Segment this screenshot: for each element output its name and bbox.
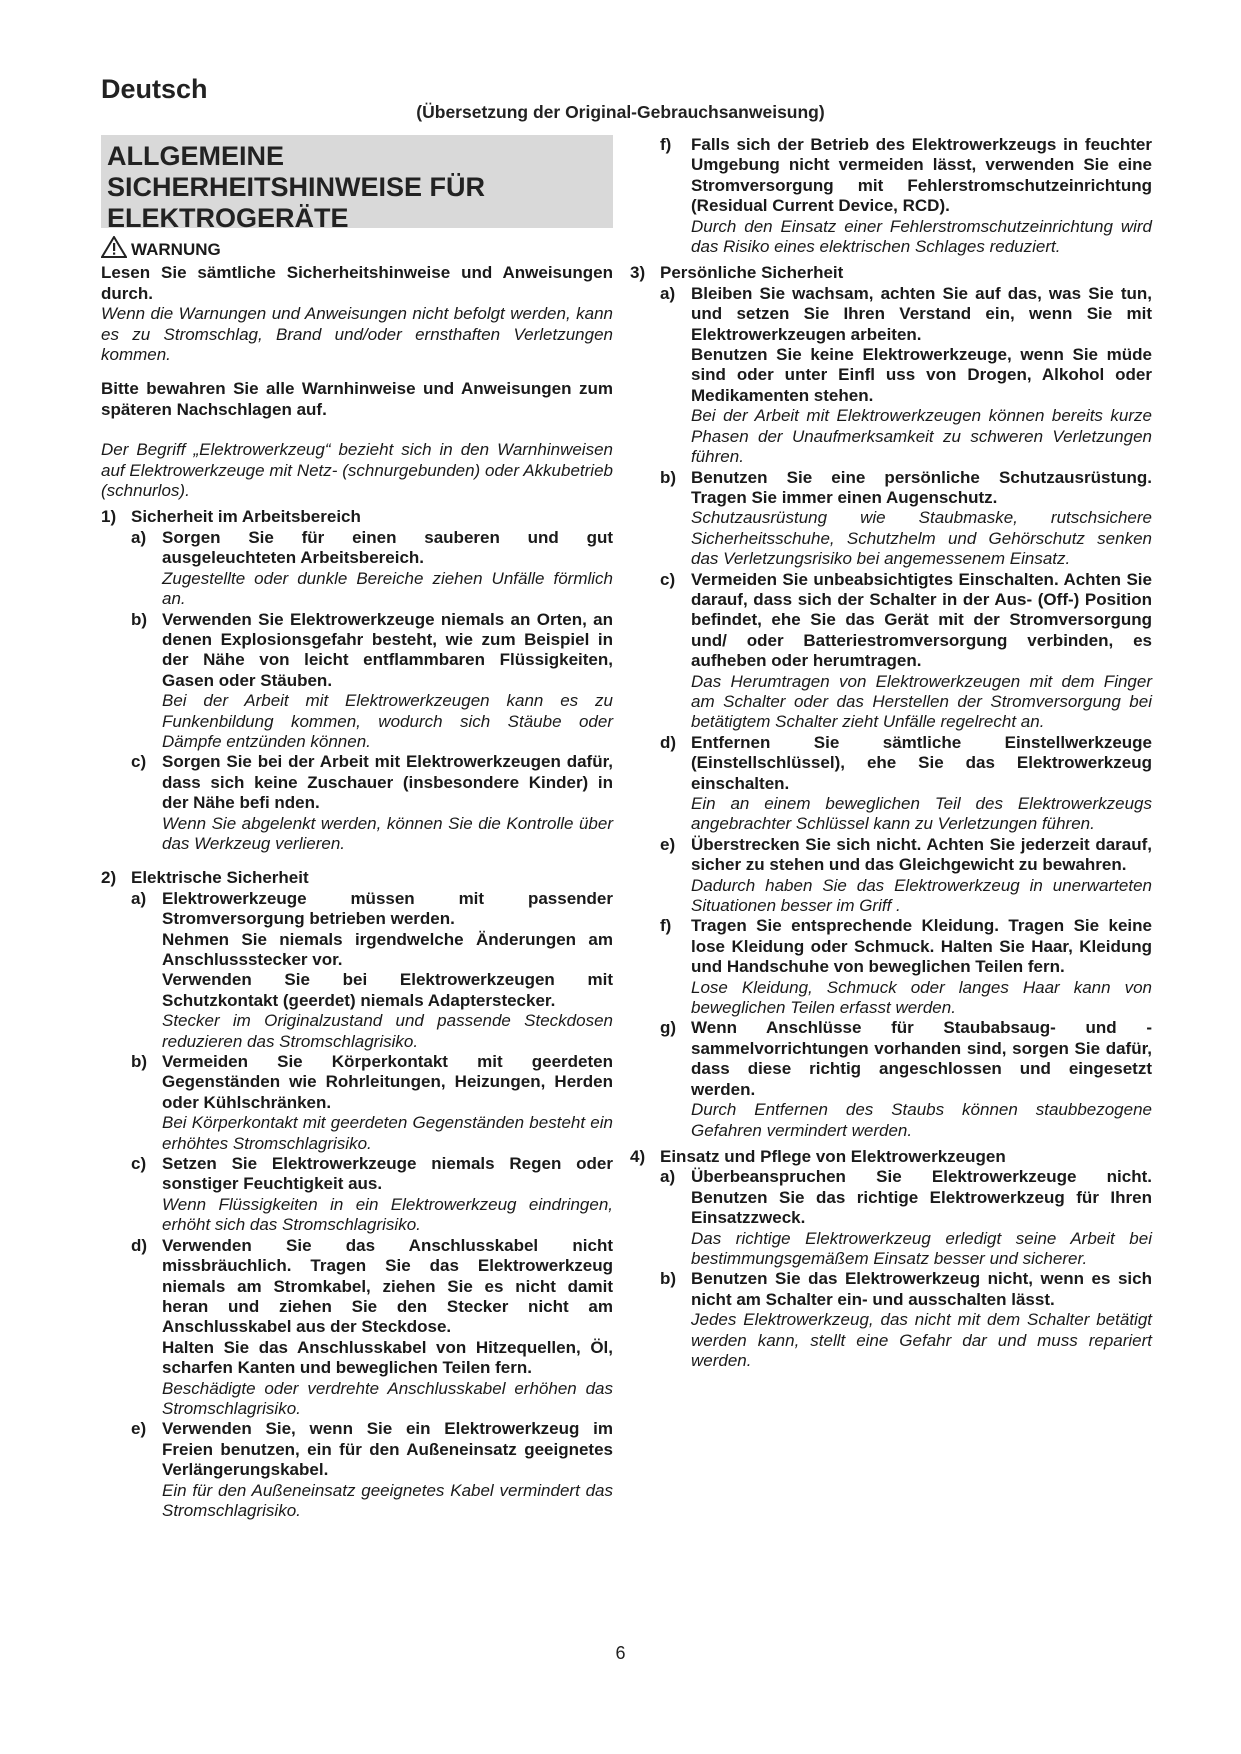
item-italic-text: Schutzausrüstung wie Staubmaske, rutschsichere Sicherheitsschuhe, Schutzhelm und Gehörschutz senken das Verletzungsrisiko bei angemessenem Einsatz.: [691, 508, 1152, 569]
keep-instructions: Bitte bewahren Sie alle Warnhinweise und Anweisungen zum späteren Nachschlagen auf.: [101, 379, 613, 419]
section-title: Sicherheit im Arbeitsbereich: [131, 507, 361, 527]
section-number: 1): [101, 507, 117, 527]
item-label: d): [660, 732, 677, 752]
definition-text: Der Begriff „Elektrowerkzeug“ bezieht sich in den Warnhinweisen auf Elektrowerkzeuge mit Netz- (schnurgebunden) oder Akkubetrieb (schnurlos).: [101, 440, 613, 501]
item-italic-text: Lose Kleidung, Schmuck oder langes Haar kann von beweglichen Teilen erfasst werden.: [691, 977, 1152, 1018]
item-italic-text: Beschädigte oder verdrehte Anschlusskabel erhöhen das Stromschlagrisiko.: [162, 1378, 613, 1418]
item-bold-text: Verwenden Sie das Anschlusskabel nicht missbräuchlich. Tragen Sie das Elektrowerkzeug niemals am Stromkabel, ziehen Sie es nicht damit heran und ziehen Sie den Stecker nicht am Anschlusskabel aus der Steckdose.: [162, 1235, 613, 1337]
item-italic-text: Wenn Flüssigkeiten in ein Elektrowerkzeug eindringen, erhöht sich das Stromschlagrisiko.: [162, 1194, 613, 1235]
item-bold-text: Benutzen Sie eine persönliche Schutzausrüstung. Tragen Sie immer einen Augenschutz.: [691, 467, 1152, 507]
item-italic-text: Ein an einem beweglichen Teil des Elektrowerkzeugs angebrachter Schlüssel kann zu Verletzungen führen.: [691, 794, 1152, 834]
item-label: a): [660, 1167, 676, 1187]
list-item: [131, 528, 613, 610]
item-italic-text: Durch Entfernen des Staubs können staubbezogene Gefahren vermindert werden.: [691, 1100, 1152, 1140]
item-label: a): [131, 527, 147, 547]
item-italic-text: Ein für den Außeneinsatz geeignetes Kabel vermindert das Stromschlagrisiko.: [162, 1480, 613, 1520]
list-item: [660, 284, 1152, 468]
item-bold-text: Sorgen Sie bei der Arbeit mit Elektrowerkzeugen dafür, dass sich keine Zuschauer (insbesondere Kinder) in der Nähe befi nden.: [162, 752, 613, 813]
item-bold-text: Bleiben Sie wachsam, achten Sie auf das, was Sie tun, und setzen Sie Ihren Verstand ein, wenn Sie mit Elektrowerkzeugen arbeiten.: [691, 283, 1152, 344]
item-label: a): [131, 888, 147, 908]
item-label: a): [660, 283, 676, 303]
list-item: [660, 835, 1152, 917]
item-label: b): [131, 609, 148, 629]
page-number: 6: [615, 1643, 626, 1663]
item-bold-text: Setzen Sie Elektrowerkzeuge niemals Regen oder sonstiger Feuchtigkeit aus.: [162, 1154, 613, 1194]
language-heading: Deutsch: [101, 74, 208, 104]
section-number: 3): [630, 263, 646, 283]
warning-bold-text: Lesen Sie sämtliche Sicherheitshinweise und Anweisungen durch.: [101, 263, 613, 303]
list-item: [131, 889, 613, 1052]
item-bold-text: Halten Sie das Anschlusskabel von Hitzequellen, Öl, scharfen Kanten und beweglichen Teilen fern.: [162, 1337, 613, 1378]
item-bold-text: Entfernen Sie sämtliche Einstellwerkzeuge (Einstellschlüssel), ehe Sie das Elektrowerkzeug einschalten.: [691, 732, 1152, 793]
list-item: [660, 135, 1152, 257]
item-label: d): [131, 1235, 148, 1255]
item-bold-text: Verwenden Sie Elektrowerkzeuge niemals an Orten, an denen Explosionsgefahr besteht, wie zum Beispiel in der Nähe von leicht entflammbaren Flüssigkeiten, Gasen oder Stäuben.: [162, 609, 613, 690]
section-heading: [630, 263, 1152, 283]
item-italic-text: Durch den Einsatz einer Fehlerstromschutzeinrichtung wird das Risiko eines elektrischen Schlages reduziert.: [691, 216, 1152, 257]
item-bold-text: Überbeanspruchen Sie Elektrowerkzeuge nicht. Benutzen Sie das richtige Elektrowerkzeug für Ihren Einsatzzweck.: [691, 1167, 1152, 1228]
item-label: b): [131, 1052, 148, 1072]
list-item: [131, 1052, 613, 1154]
right-column: [630, 135, 1152, 1371]
list-item: [131, 752, 613, 854]
item-label: g): [660, 1018, 677, 1038]
item-italic-text: Jedes Elektrowerkzeug, das nicht mit dem Schalter betätigt werden kann, stellt eine Gefahr dar und muss repariert werden.: [691, 1310, 1152, 1370]
banner-line: ALLGEMEINE: [107, 141, 285, 171]
item-label: e): [660, 834, 676, 854]
translation-subtitle: (Übersetzung der Original-Gebrauchsanweisung): [416, 102, 825, 122]
item-label: e): [131, 1419, 147, 1439]
item-italic-text: Zugestellte oder dunkle Bereiche ziehen Unfälle förmlich an.: [162, 568, 613, 609]
list-item: [660, 733, 1152, 835]
item-label: f): [660, 135, 672, 154]
item-label: c): [131, 1154, 147, 1174]
banner-line: SICHERHEITSHINWEISE FÜR: [107, 172, 486, 202]
item-italic-text: Wenn Sie abgelenkt werden, können Sie die Kontrolle über das Werkzeug verlieren.: [162, 813, 613, 853]
list-item: [660, 1269, 1152, 1371]
section-title: Persönliche Sicherheit: [660, 263, 844, 283]
item-italic-text: Das Herumtragen von Elektrowerkzeugen mit dem Finger am Schalter oder das Herstellen der Stromversorgung bei betätigtem Schalter zieht Unfälle regelrecht an.: [691, 671, 1152, 732]
item-italic-text: Bei der Arbeit mit Elektrowerkzeugen kann es zu Funkenbildung kommen, wodurch sich Stäube oder Dämpfe entzünden können.: [162, 691, 613, 751]
list-item: [131, 1236, 613, 1420]
warning-heading: [101, 236, 613, 263]
item-bold-text: Nehmen Sie niemals irgendwelche Änderungen am Anschlussstecker vor.: [162, 929, 613, 969]
section-title: Einsatz und Pflege von Elektrowerkzeugen: [660, 1146, 1006, 1166]
item-bold-text: Sorgen Sie für einen sauberen und gut ausgeleuchteten Arbeitsbereich.: [162, 527, 613, 568]
list-item: [131, 1154, 613, 1236]
list-item: [660, 1018, 1152, 1140]
list-item: [660, 468, 1152, 570]
item-italic-text: Dadurch haben Sie das Elektrowerkzeug in unerwarteten Situationen besser im Griff .: [691, 875, 1152, 916]
item-bold-text: Vermeiden Sie Körperkontakt mit geerdeten Gegenständen wie Rohrleitungen, Heizungen, Herden oder Kühlschränken.: [162, 1052, 613, 1112]
item-bold-text: Überstrecken Sie sich nicht. Achten Sie jederzeit darauf, sicher zu stehen und das Gleichgewicht zu bewahren.: [691, 834, 1152, 875]
item-italic-text: Stecker im Originalzustand und passende Steckdosen reduzieren das Stromschlagrisiko.: [162, 1011, 613, 1051]
section-banner: [101, 135, 613, 233]
item-bold-text: Elektrowerkzeuge müssen mit passender Stromversorgung betrieben werden.: [162, 888, 613, 929]
item-label: c): [131, 752, 147, 772]
section-title: Elektrische Sicherheit: [131, 868, 309, 888]
warning-italic-text: Wenn die Warnungen und Anweisungen nicht befolgt werden, kann es zu Stromschlag, Brand und/oder ernsthaften Verletzungen kommen.: [101, 304, 613, 365]
item-bold-text: Tragen Sie entsprechende Kleidung. Tragen Sie keine lose Kleidung oder Schmuck. Halten Sie Haar, Kleidung und Handschuhe von beweglichen Teilen fern.: [691, 916, 1152, 977]
warning-triangle-icon: [101, 236, 127, 263]
item-label: b): [660, 1269, 677, 1289]
section-heading: [630, 1147, 1152, 1167]
item-bold-text: Benutzen Sie keine Elektrowerkzeuge, wenn Sie müde sind oder unter Einfl uss von Drogen, Alkohol oder Medikamenten stehen.: [691, 345, 1152, 405]
item-italic-text: Bei Körperkontakt mit geerdeten Gegenständen besteht ein erhöhtes Stromschlagrisiko.: [162, 1113, 613, 1153]
list-item: [660, 916, 1152, 1018]
item-bold-text: Benutzen Sie das Elektrowerkzeug nicht, wenn es sich nicht am Schalter ein- und ausschalten lässt.: [691, 1269, 1152, 1309]
item-italic-text: Das richtige Elektrowerkzeug erledigt seine Arbeit bei bestimmungsgemäßem Einsatz besser und sicherer.: [691, 1228, 1152, 1268]
list-item: [131, 1419, 613, 1521]
list-item: [660, 1167, 1152, 1269]
list-item: [660, 570, 1152, 733]
banner-line: ELEKTROGERÄTE: [107, 203, 349, 233]
section-number: 2): [101, 868, 117, 888]
section-heading: [101, 507, 613, 527]
warning-label: WARNUNG: [131, 239, 221, 259]
item-italic-text: Bei der Arbeit mit Elektrowerkzeugen können bereits kurze Phasen der Unaufmerksamkeit zu schweren Verletzungen führen.: [691, 406, 1152, 467]
item-bold-text: Verwenden Sie bei Elektrowerkzeugen mit Schutzkontakt (geerdet) niemals Adapterstecker.: [162, 970, 613, 1010]
item-bold-text: Vermeiden Sie unbeabsichtigtes Einschalten. Achten Sie darauf, dass sich der Schalter in der Aus- (Off-) Position befindet, ehe Sie das Gerät mit der Stromversorgung und/ oder Batteriestromversorgung verbinden, es aufheben oder herumtragen.: [691, 569, 1152, 671]
section-heading: [101, 868, 613, 888]
item-bold-text: Wenn Anschlüsse für Staubabsaug- und -sammelvorrichtungen vorhanden sind, sorgen Sie dafür, dass diese richtig angeschlossen und eingesetzt werden.: [691, 1018, 1152, 1099]
item-label: b): [660, 467, 677, 487]
left-column: [101, 135, 613, 1521]
section-number: 4): [630, 1146, 646, 1166]
list-item: [131, 610, 613, 753]
item-label: c): [660, 569, 676, 589]
item-bold-text: Falls sich der Betrieb des Elektrowerkzeugs in feuchter Umgebung nicht vermeiden lässt, verwenden Sie eine Stromversorgung mit Fehlerstromschutzeinrichtung (Residual Current Device, RCD).: [691, 135, 1152, 216]
item-bold-text: Verwenden Sie, wenn Sie ein Elektrowerkzeug im Freien benutzen, ein für den Außeneinsatz geeignetes Verlängerungskabel.: [162, 1419, 613, 1480]
item-label: f): [660, 916, 672, 936]
